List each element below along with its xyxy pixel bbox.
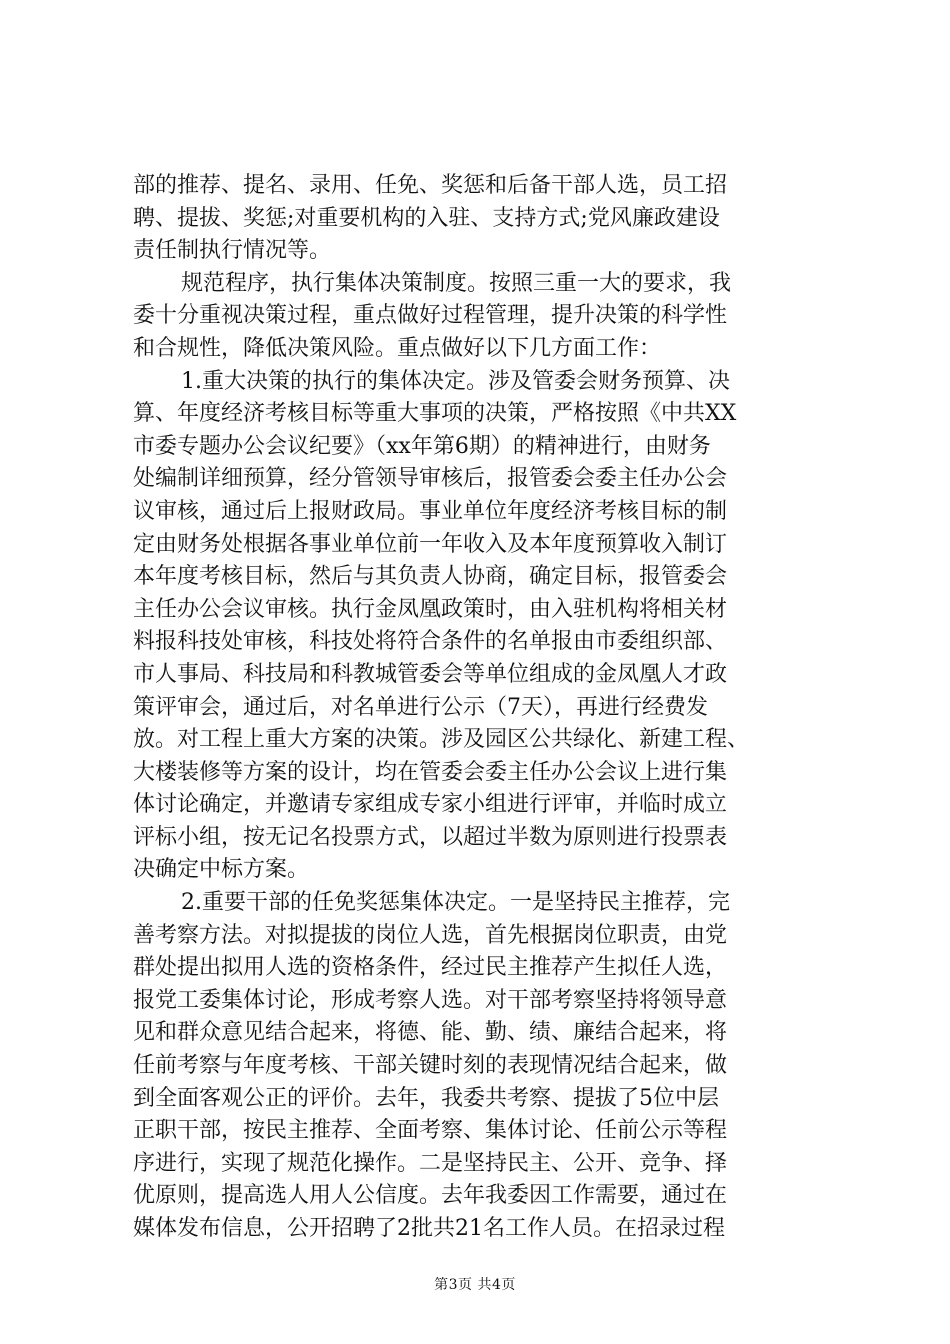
text-line: 放。对工程上重大方案的决策。涉及园区公共绿化、新建工程、 (133, 727, 750, 753)
text-line: 算、年度经济考核目标等重大事项的决策，严格按照《中共XX (133, 401, 737, 427)
document-body (133, 170, 833, 1246)
text-line: 正职干部，按民主推荐、全面考察、集体讨论、任前公示等程 (133, 1118, 728, 1144)
text-line: 1.重大决策的执行的集体决定。涉及管委会财务预算、决 (181, 368, 730, 394)
text-line: 策评审会，通过后，对名单进行公示（7天），再进行经费发 (133, 694, 708, 720)
text-line: 见和群众意见结合起来，将德、能、勤、绩、廉结合起来，将 (133, 1020, 728, 1046)
text-line: 到全面客观公正的评价。去年，我委共考察、提拔了5位中层 (133, 1085, 719, 1111)
text-line: 优原则，提高选人用人公信度。去年我委因工作需要，通过在 (133, 1183, 728, 1209)
text-line: 任前考察与年度考核、干部关键时刻的表现情况结合起来，做 (133, 1053, 728, 1079)
text-line: 部的推荐、提名、录用、任免、奖惩和后备干部人选，员工招 (133, 173, 728, 198)
text-line: 议审核，通过后上报财政局。事业单位年度经济考核目标的制 (133, 498, 728, 524)
text-line: 规范程序，执行集体决策制度。按照三重一大的要求，我 (181, 270, 732, 296)
text-line: 媒体发布信息，公开招聘了2批共21名工作人员。在招录过程 (133, 1216, 725, 1241)
text-line: 评标小组，按无记名投票方式，以超过半数为原则进行投票表 (133, 824, 728, 850)
text-line: 体讨论确定，并邀请专家组成专家小组进行评审，并临时成立 (133, 792, 728, 818)
text-line: 序进行，实现了规范化操作。二是坚持民主、公开、竞争、择 (133, 1150, 728, 1176)
text-line: 主任办公会议审核。执行金凤凰政策时，由入驻机构将相关材 (133, 596, 728, 622)
text-line: 聘、提拔、奖惩;对重要机构的入驻、支持方式;党风廉政建设 (133, 205, 720, 231)
text-line: 市委专题办公会议纪要》（xx年第6期）的精神进行，由财务 (133, 433, 711, 459)
text-line: 委十分重视决策过程，重点做好过程管理，提升决策的科学性 (133, 303, 728, 329)
text-line: 报党工委集体讨论，形成考察人选。对干部考察坚持将领导意 (133, 987, 728, 1013)
text-line: 善考察方法。对拟提拔的岗位人选，首先根据岗位职责，由党 (133, 922, 728, 948)
text-line: 和合规性，降低决策风险。重点做好以下几方面工作： (133, 335, 662, 361)
text-line: 大楼装修等方案的设计，均在管委会委主任办公会议上进行集 (133, 759, 728, 785)
text-line: 群处提出拟用人选的资格条件，经过民主推荐产生拟任人选， (133, 955, 728, 981)
page-footer: 第3页 共4页 (434, 1277, 516, 1293)
text-line: 处编制详细预算，经分管领导审核后，报管委会委主任办公会 (133, 466, 728, 492)
text-line: 定由财务处根据各事业单位前一年收入及本年度预算收入制订 (133, 531, 728, 557)
text-line: 料报科技处审核，科技处将符合条件的名单报由市委组织部、 (133, 629, 728, 655)
text-line: 市人事局、科技局和科教城管委会等单位组成的金凤凰人才政 (133, 661, 728, 687)
text-line: 责任制执行情况等。 (133, 238, 332, 264)
text-line: 决确定中标方案。 (133, 857, 310, 883)
text-line: 2.重要干部的任免奖惩集体决定。一是坚持民主推荐，完 (181, 890, 730, 916)
text-line: 本年度考核目标，然后与其负责人协商，确定目标，报管委会 (133, 564, 728, 590)
